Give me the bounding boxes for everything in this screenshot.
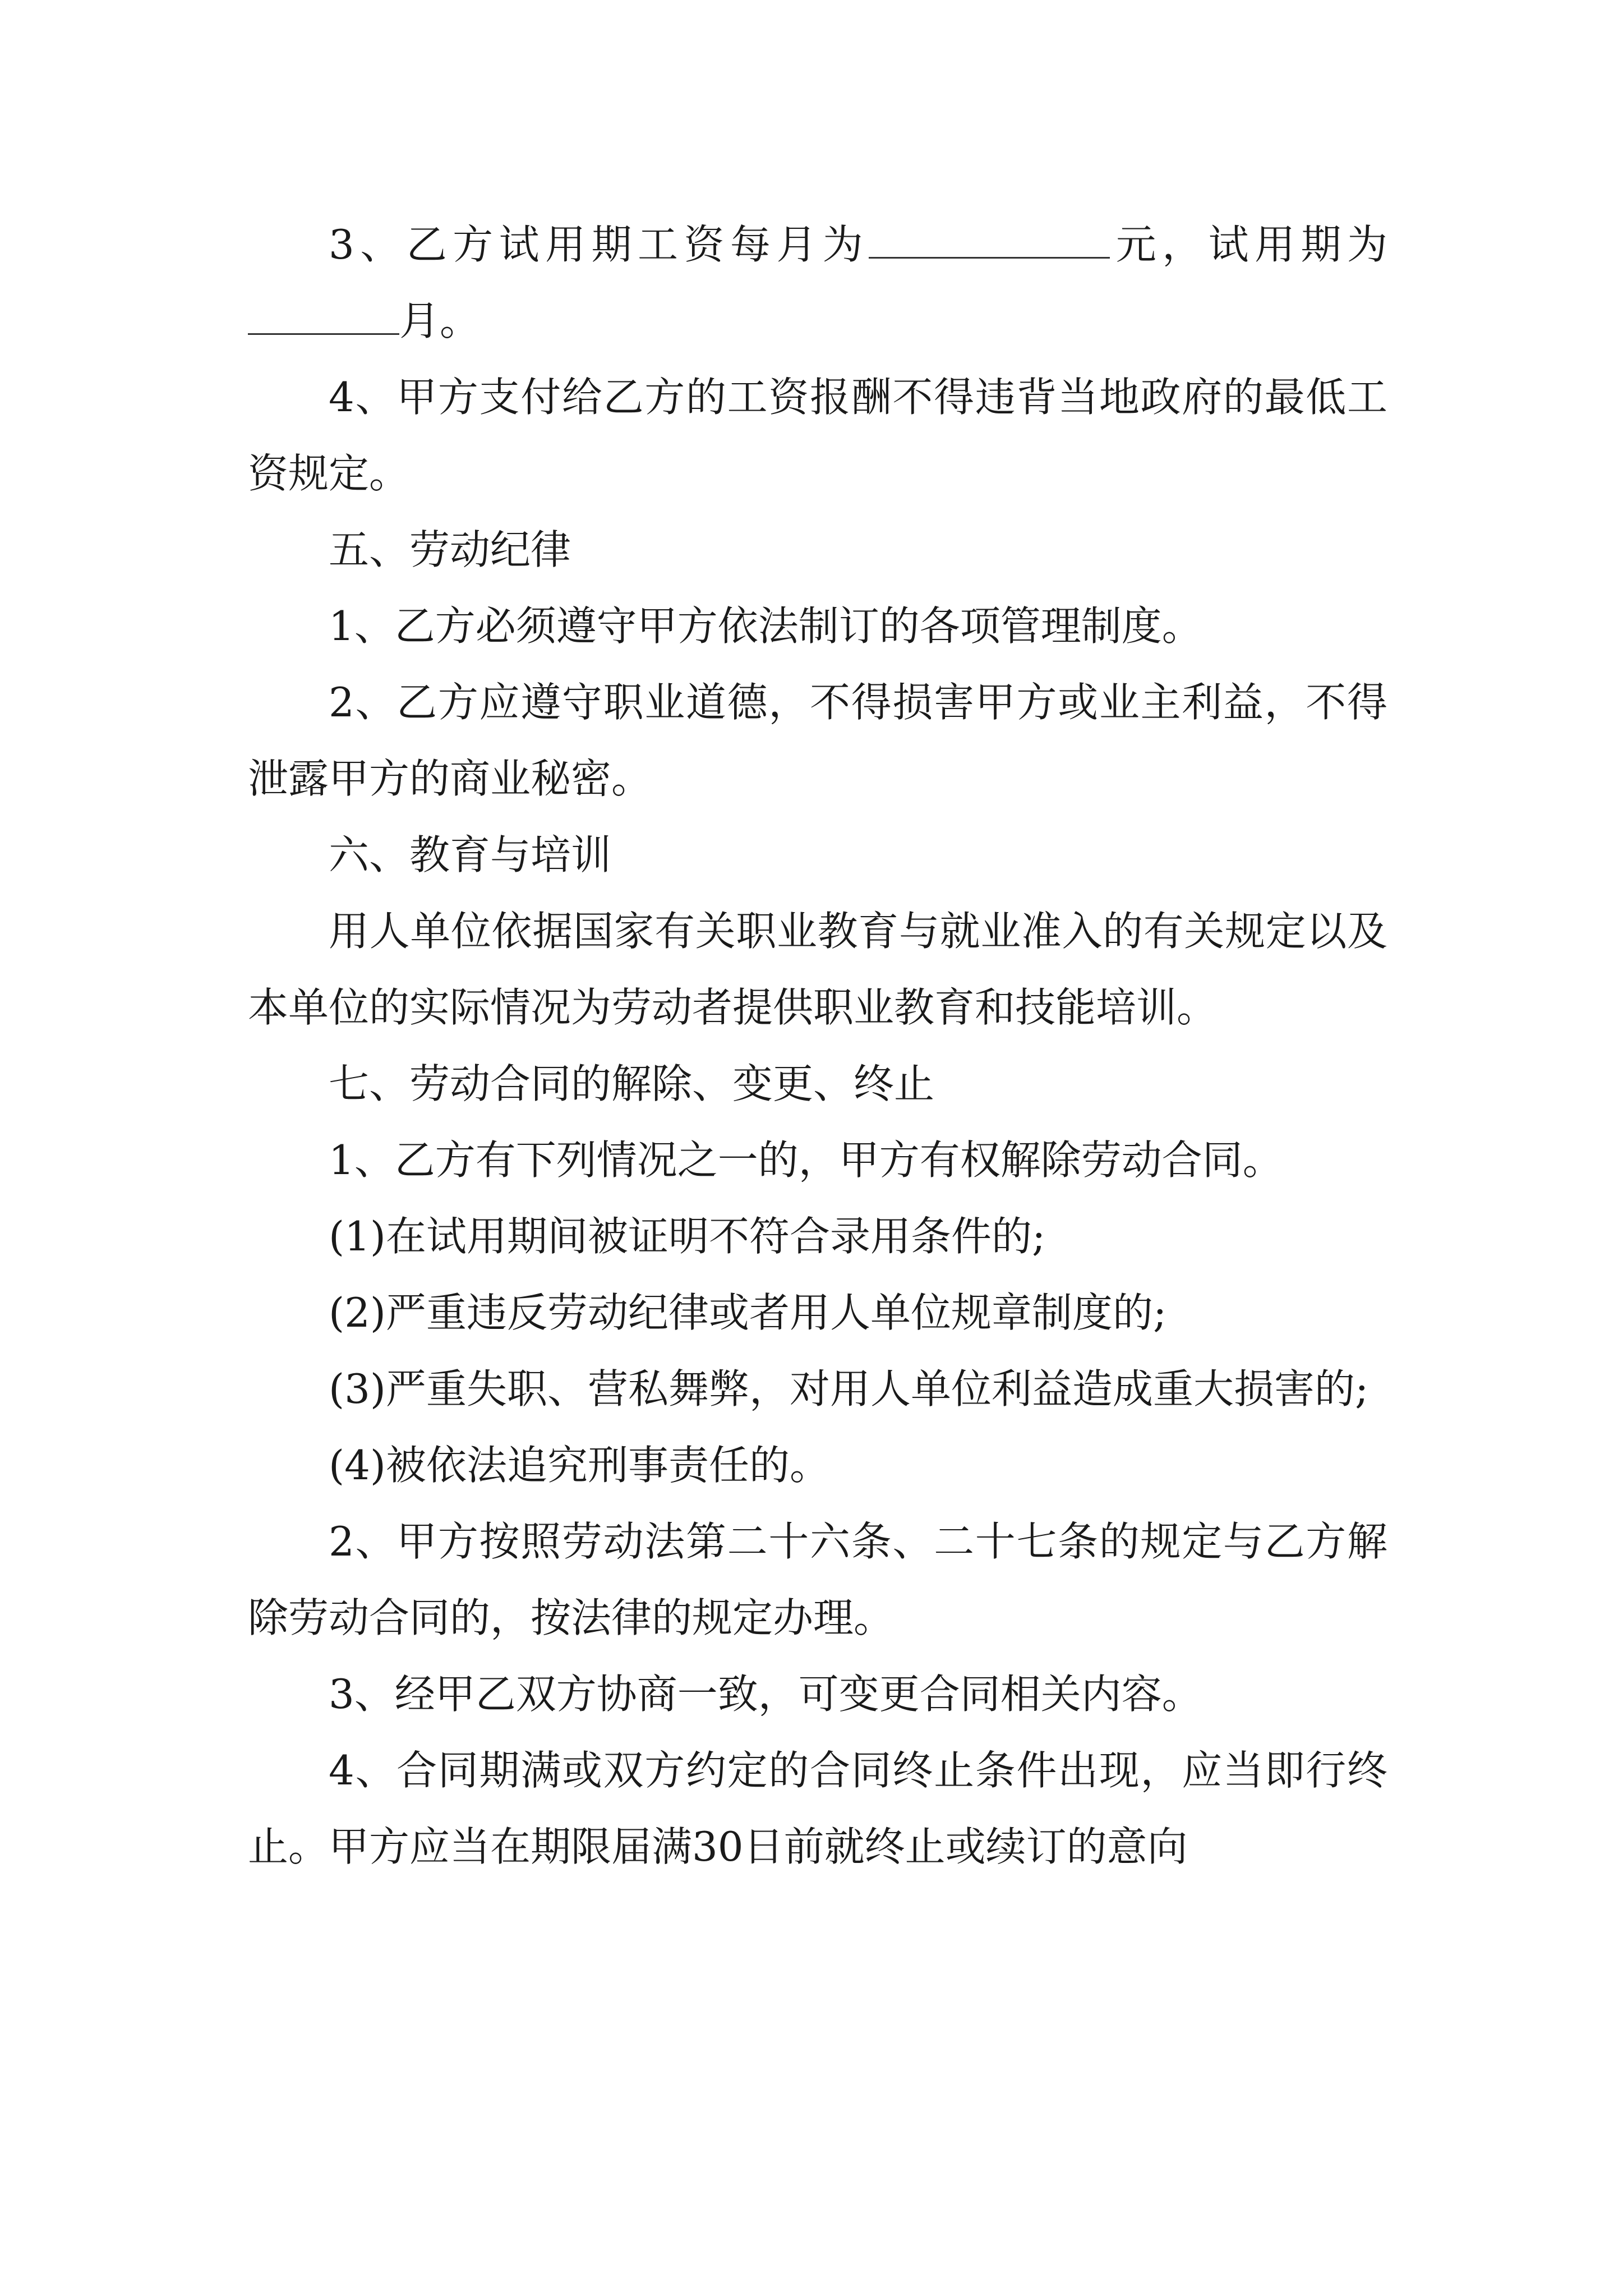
list-item-condition-2: (2)严重违反劳动纪律或者用人单位规章制度的; — [329, 1289, 1167, 1336]
paragraph-probation-salary — [248, 206, 1387, 359]
list-item-condition-4: (4)被依法追究刑事责任的。 — [329, 1442, 830, 1489]
paragraph-legal-termination: 2、甲方按照劳动法第二十六条、二十七条的规定与乙方解除劳动合同的，按法律的规定办理。 — [248, 1518, 1387, 1641]
document-body — [248, 206, 1387, 1885]
months-blank-line — [248, 288, 399, 335]
section-heading-labor-discipline: 五、劳动纪律 — [329, 526, 571, 573]
paragraph-contract-expiry: 4、合同期满或双方约定的合同终止条件出现，应当即行终止。甲方应当在期限届满30日前就终止或续订的意向 — [248, 1747, 1387, 1870]
paragraph-text: 3、乙方试用期工资每月为 — [329, 221, 869, 268]
paragraph-rules: 1、乙方必须遵守甲方依法制订的各项管理制度。 — [329, 602, 1202, 650]
paragraph-ethics: 2、乙方应遵守职业道德，不得损害甲方或业主利益，不得泄露甲方的商业秘密。 — [248, 679, 1387, 802]
paragraph-text: 月。 — [399, 297, 481, 344]
list-item-condition-1: (1)在试用期间被证明不符合录用条件的; — [329, 1213, 1046, 1260]
paragraph-text: 元，试用期为 — [1110, 221, 1387, 268]
paragraph-minimum-wage: 4、甲方支付给乙方的工资报酬不得违背当地政府的最低工资规定。 — [248, 374, 1387, 497]
list-item-condition-3: (3)严重失职、营私舞弊，对用人单位利益造成重大损害的; — [329, 1365, 1369, 1412]
paragraph-contract-change: 3、经甲乙双方协商一致，可变更合同相关内容。 — [329, 1671, 1202, 1718]
section-heading-termination: 七、劳动合同的解除、变更、终止 — [329, 1060, 935, 1107]
paragraph-training: 用人单位依据国家有关职业教育与就业准入的有关规定以及本单位的实际情况为劳动者提供职业教育和技能培训。 — [248, 908, 1387, 1031]
salary-blank-line — [869, 212, 1110, 259]
section-heading-training: 六、教育与培训 — [329, 831, 612, 878]
paragraph-termination-right: 1、乙方有下列情况之一的，甲方有权解除劳动合同。 — [329, 1137, 1283, 1184]
